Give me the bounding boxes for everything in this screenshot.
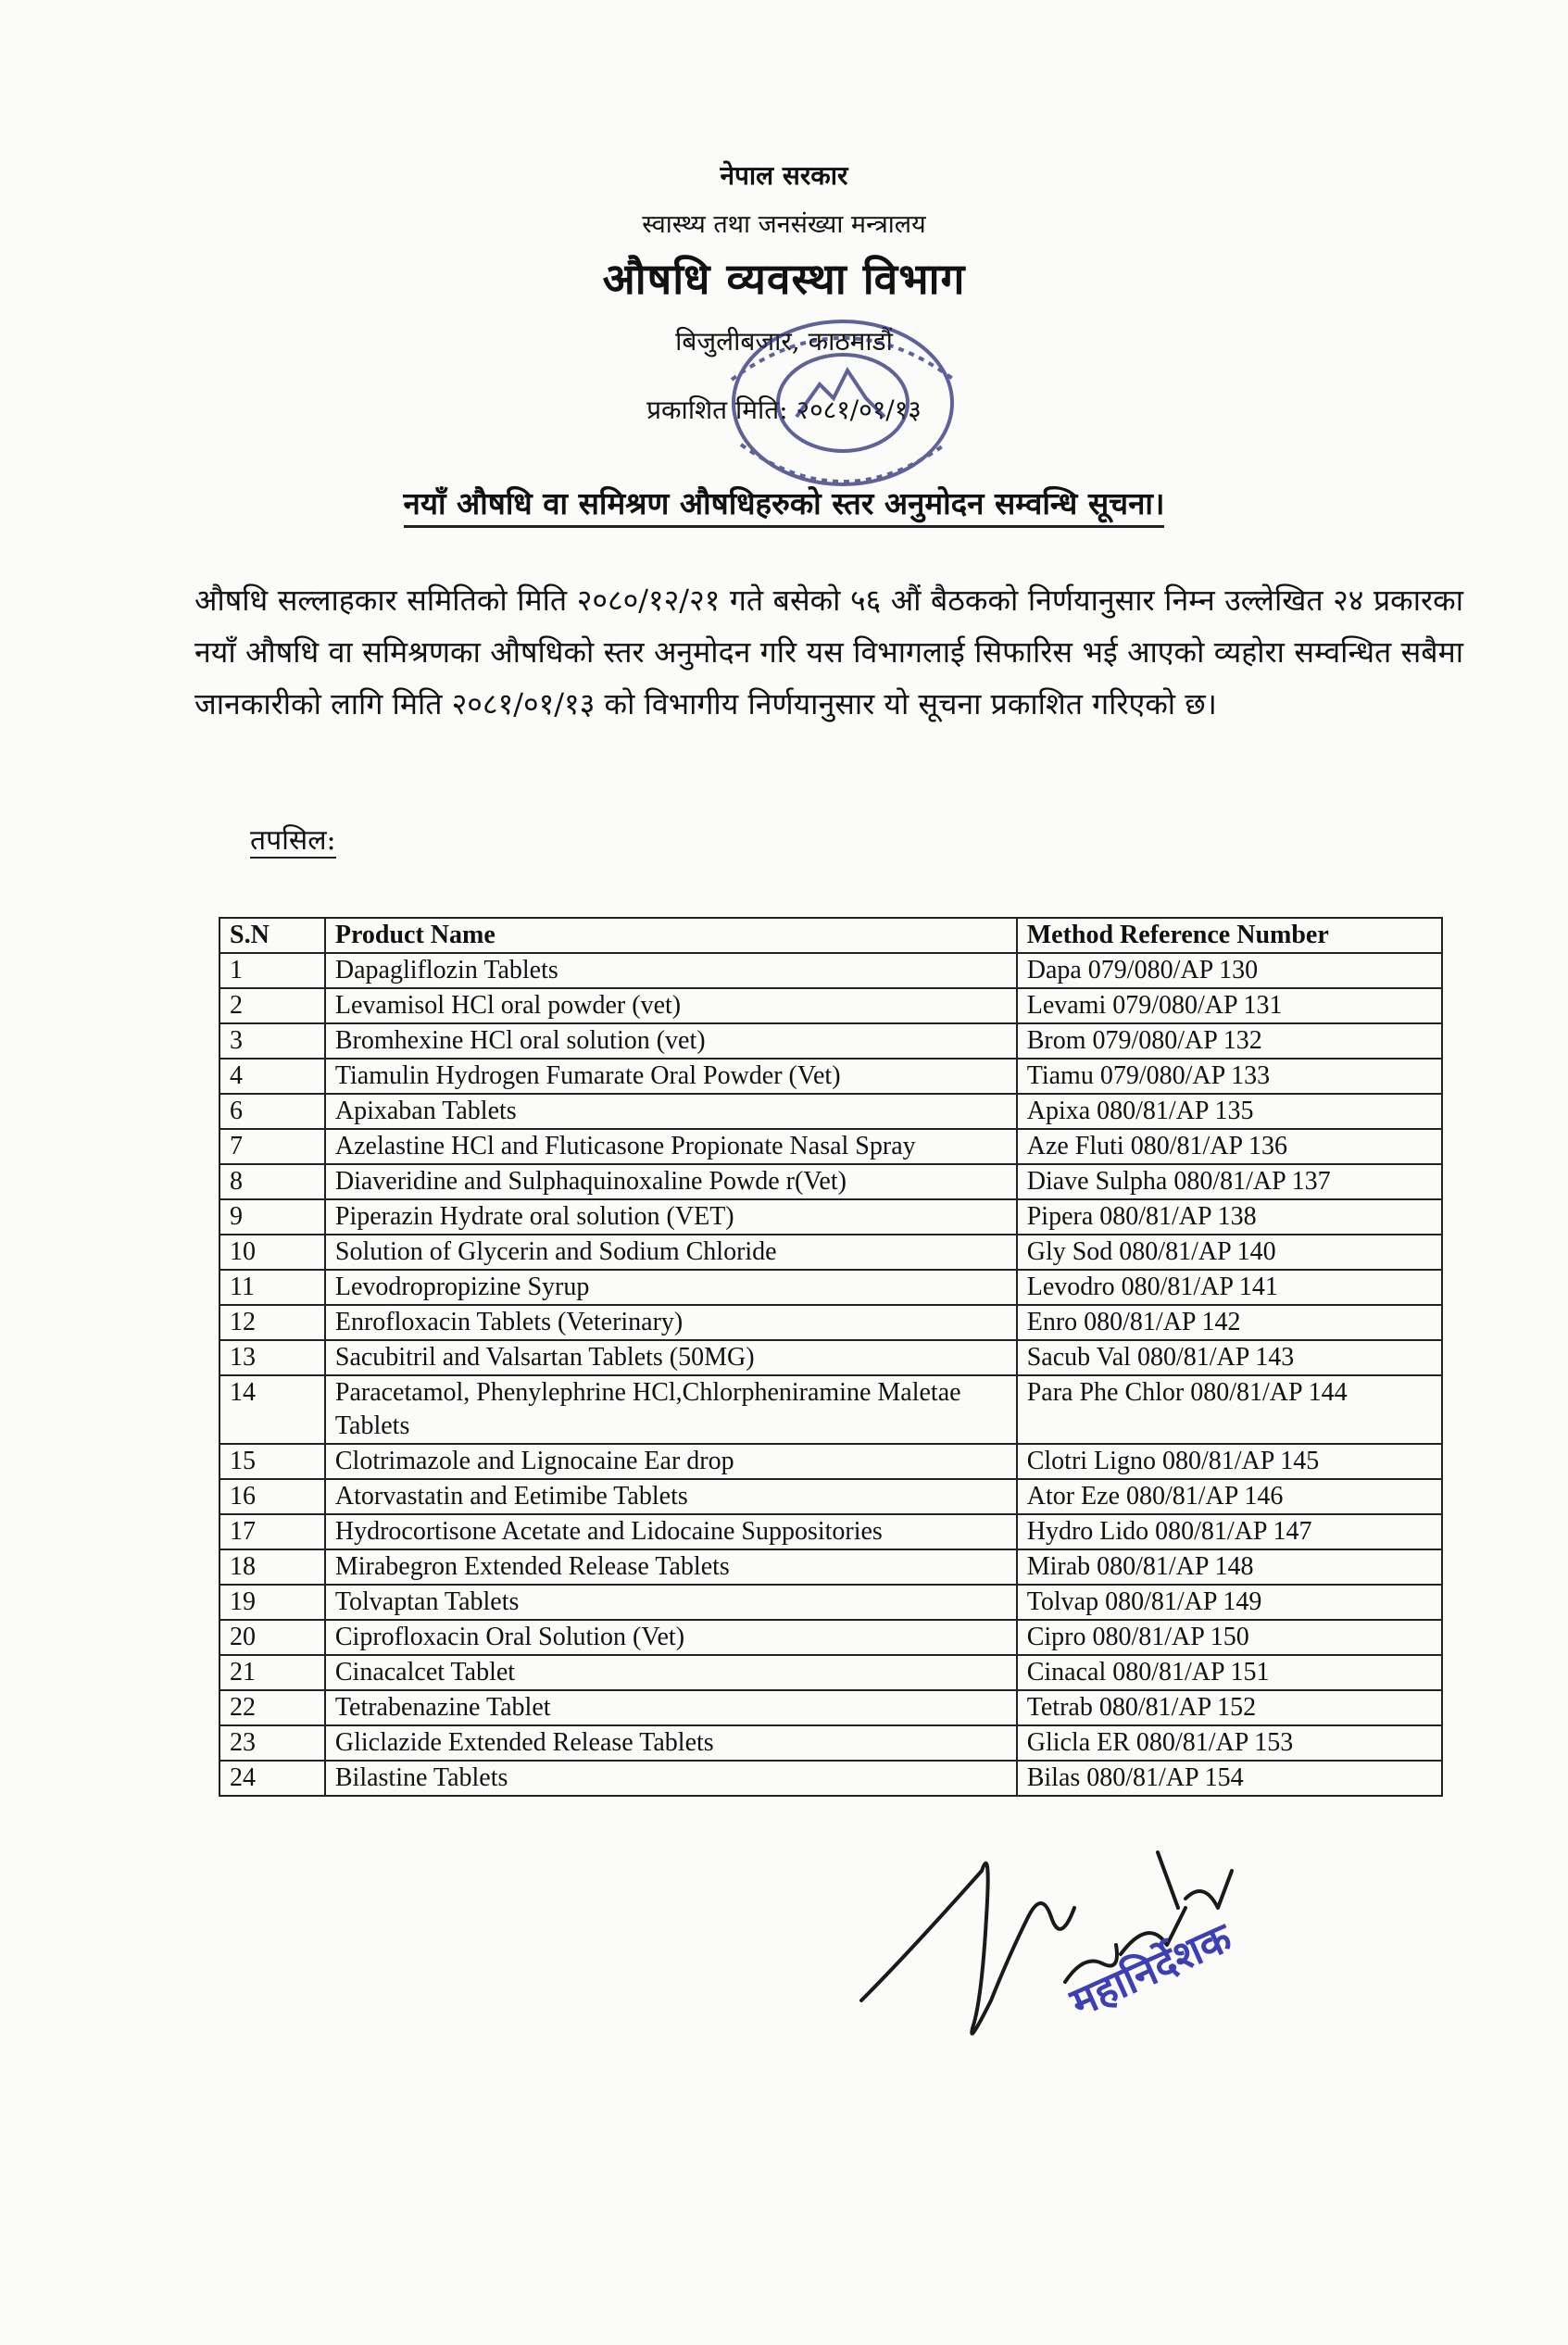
letterhead-department: औषधि व्यवस्था विभाग [602, 254, 966, 304]
cell-method-reference: Glicla ER 080/81/AP 153 [1017, 1725, 1442, 1761]
cell-sn: 18 [220, 1549, 325, 1585]
cell-method-reference: Aze Fluti 080/81/AP 136 [1017, 1129, 1442, 1164]
handwritten-signature [852, 1815, 1334, 2093]
table-row [220, 1514, 1442, 1549]
table-row [220, 1549, 1442, 1585]
cell-product-name: Gliclazide Extended Release Tablets [325, 1725, 1017, 1761]
designation-stamp: महानिर्देशक [1063, 1913, 1239, 2027]
table-row [220, 1690, 1442, 1725]
cell-method-reference: Diave Sulpha 080/81/AP 137 [1017, 1164, 1442, 1199]
cell-product-name: Mirabegron Extended Release Tablets [325, 1549, 1017, 1585]
cell-method-reference: Cinacal 080/81/AP 151 [1017, 1655, 1442, 1690]
table-row [220, 988, 1442, 1023]
cell-product-name: Levamisol HCl oral powder (vet) [325, 988, 1017, 1023]
cell-sn: 4 [220, 1059, 325, 1094]
table-row [220, 1725, 1442, 1761]
cell-method-reference: Hydro Lido 080/81/AP 147 [1017, 1514, 1442, 1549]
cell-product-name: Dapagliflozin Tablets [325, 953, 1017, 988]
table-row [220, 1094, 1442, 1129]
cell-method-reference: Brom 079/080/AP 132 [1017, 1023, 1442, 1059]
cell-sn: 9 [220, 1199, 325, 1235]
cell-method-reference: Mirab 080/81/AP 148 [1017, 1549, 1442, 1585]
cell-sn: 23 [220, 1725, 325, 1761]
table-row [220, 1655, 1442, 1690]
cell-sn: 14 [220, 1375, 325, 1444]
table-row [220, 1270, 1442, 1305]
cell-sn: 21 [220, 1655, 325, 1690]
cell-method-reference: Levodro 080/81/AP 141 [1017, 1270, 1442, 1305]
notice-subject-text: नयाँ औषधि वा समिश्रण औषधिहरुको स्तर अनुमोदन सम्वन्धि सूचना। [404, 485, 1165, 528]
official-seal-stamp [704, 306, 982, 500]
cell-sn: 22 [220, 1690, 325, 1725]
cell-product-name: Paracetamol, Phenylephrine HCl,Chlorpheniramine Maletae Tablets [325, 1375, 1017, 1444]
cell-method-reference: Cipro 080/81/AP 150 [1017, 1620, 1442, 1655]
cell-product-name: Piperazin Hydrate oral solution (VET) [325, 1199, 1017, 1235]
cell-method-reference: Tiamu 079/080/AP 133 [1017, 1059, 1442, 1094]
published-date: प्रकाशित मिति: २०८१/०१/१३ [646, 395, 922, 425]
cell-sn: 15 [220, 1444, 325, 1479]
table-row [220, 1059, 1442, 1094]
cell-product-name: Cinacalcet Tablet [325, 1655, 1017, 1690]
cell-product-name: Ciprofloxacin Oral Solution (Vet) [325, 1620, 1017, 1655]
cell-sn: 20 [220, 1620, 325, 1655]
table-row [220, 1479, 1442, 1514]
cell-product-name: Levodropropizine Syrup [325, 1270, 1017, 1305]
cell-sn: 10 [220, 1235, 325, 1270]
notice-body: औषधि सल्लाहकार समितिको मिति २०८०/१२/२१ गते बसेको ५६ औं बैठकको निर्णयानुसार निम्न उल्लेखित २४ प्रकारका नयाँ औषधि वा समिश्रणका औषधिको स्तर अनुमोदन गरि यस विभागलाई सिफारिस भई आएको व्यहोरा सम्वन्धित सबैमा जानकारीको लागि मिति २०८१/०१/१३ को विभागीय निर्णयानुसार यो सूचना प्रकाशित गरिएको छ। [194, 583, 1463, 721]
table-row [220, 1305, 1442, 1340]
cell-product-name: Bilastine Tablets [325, 1761, 1017, 1796]
cell-product-name: Diaveridine and Sulphaquinoxaline Powde r(Vet) [325, 1164, 1017, 1199]
table-row [220, 1129, 1442, 1164]
letterhead-address: बिजुलीबजार, काठमाडौं [675, 326, 893, 357]
cell-product-name: Atorvastatin and Eetimibe Tablets [325, 1479, 1017, 1514]
header-product-name: Product Name [325, 918, 1017, 953]
details-label [250, 820, 336, 858]
cell-product-name: Bromhexine HCl oral solution (vet) [325, 1023, 1017, 1059]
cell-sn: 13 [220, 1340, 325, 1375]
table-row [220, 1761, 1442, 1796]
cell-product-name: Solution of Glycerin and Sodium Chloride [325, 1235, 1017, 1270]
cell-method-reference: Enro 080/81/AP 142 [1017, 1305, 1442, 1340]
cell-sn: 24 [220, 1761, 325, 1796]
cell-sn: 17 [220, 1514, 325, 1549]
cell-sn: 2 [220, 988, 325, 1023]
table-row [220, 953, 1442, 988]
cell-sn: 3 [220, 1023, 325, 1059]
table-row [220, 1585, 1442, 1620]
cell-sn: 8 [220, 1164, 325, 1199]
cell-method-reference: Bilas 080/81/AP 154 [1017, 1761, 1442, 1796]
product-table [219, 917, 1443, 1797]
cell-sn: 16 [220, 1479, 325, 1514]
cell-sn: 7 [220, 1129, 325, 1164]
cell-sn: 11 [220, 1270, 325, 1305]
table-row [220, 1164, 1442, 1199]
cell-product-name: Clotrimazole and Lignocaine Ear drop [325, 1444, 1017, 1479]
table-row [220, 1235, 1442, 1270]
table-row [220, 1444, 1442, 1479]
table-row [220, 1199, 1442, 1235]
cell-method-reference: Levami 079/080/AP 131 [1017, 988, 1442, 1023]
cell-method-reference: Sacub Val 080/81/AP 143 [1017, 1340, 1442, 1375]
letterhead-ministry: स्वास्थ्य तथा जनसंख्या मन्त्रालय [642, 210, 926, 239]
table-header-row [220, 918, 1442, 953]
cell-method-reference: Apixa 080/81/AP 135 [1017, 1094, 1442, 1129]
cell-method-reference: Ator Eze 080/81/AP 146 [1017, 1479, 1442, 1514]
table-row [220, 1375, 1442, 1444]
cell-product-name: Tiamulin Hydrogen Fumarate Oral Powder (Vet) [325, 1059, 1017, 1094]
cell-sn: 12 [220, 1305, 325, 1340]
cell-sn: 6 [220, 1094, 325, 1129]
cell-method-reference: Para Phe Chlor 080/81/AP 144 [1017, 1375, 1442, 1444]
cell-method-reference: Tetrab 080/81/AP 152 [1017, 1690, 1442, 1725]
table-row [220, 1023, 1442, 1059]
details-label-text: तपसिल: [250, 824, 336, 857]
table-row [220, 1620, 1442, 1655]
table-row [220, 1340, 1442, 1375]
cell-product-name: Enrofloxacin Tablets (Veterinary) [325, 1305, 1017, 1340]
cell-product-name: Azelastine HCl and Fluticasone Propionate Nasal Spray [325, 1129, 1017, 1164]
cell-product-name: Tolvaptan Tablets [325, 1585, 1017, 1620]
header-sn: S.N [220, 918, 325, 953]
cell-sn: 1 [220, 953, 325, 988]
cell-product-name: Tetrabenazine Tablet [325, 1690, 1017, 1725]
letterhead-government: नेपाल सरकार [720, 160, 848, 191]
cell-method-reference: Gly Sod 080/81/AP 140 [1017, 1235, 1442, 1270]
cell-method-reference: Pipera 080/81/AP 138 [1017, 1199, 1442, 1235]
header-method-reference: Method Reference Number [1017, 918, 1442, 953]
cell-product-name: Hydrocortisone Acetate and Lidocaine Suppositories [325, 1514, 1017, 1549]
cell-method-reference: Dapa 079/080/AP 130 [1017, 953, 1442, 988]
cell-method-reference: Tolvap 080/81/AP 149 [1017, 1585, 1442, 1620]
cell-product-name: Apixaban Tablets [325, 1094, 1017, 1129]
cell-product-name: Sacubitril and Valsartan Tablets (50MG) [325, 1340, 1017, 1375]
cell-sn: 19 [220, 1585, 325, 1620]
notice-subject [0, 482, 1568, 523]
cell-method-reference: Clotri Ligno 080/81/AP 145 [1017, 1444, 1442, 1479]
